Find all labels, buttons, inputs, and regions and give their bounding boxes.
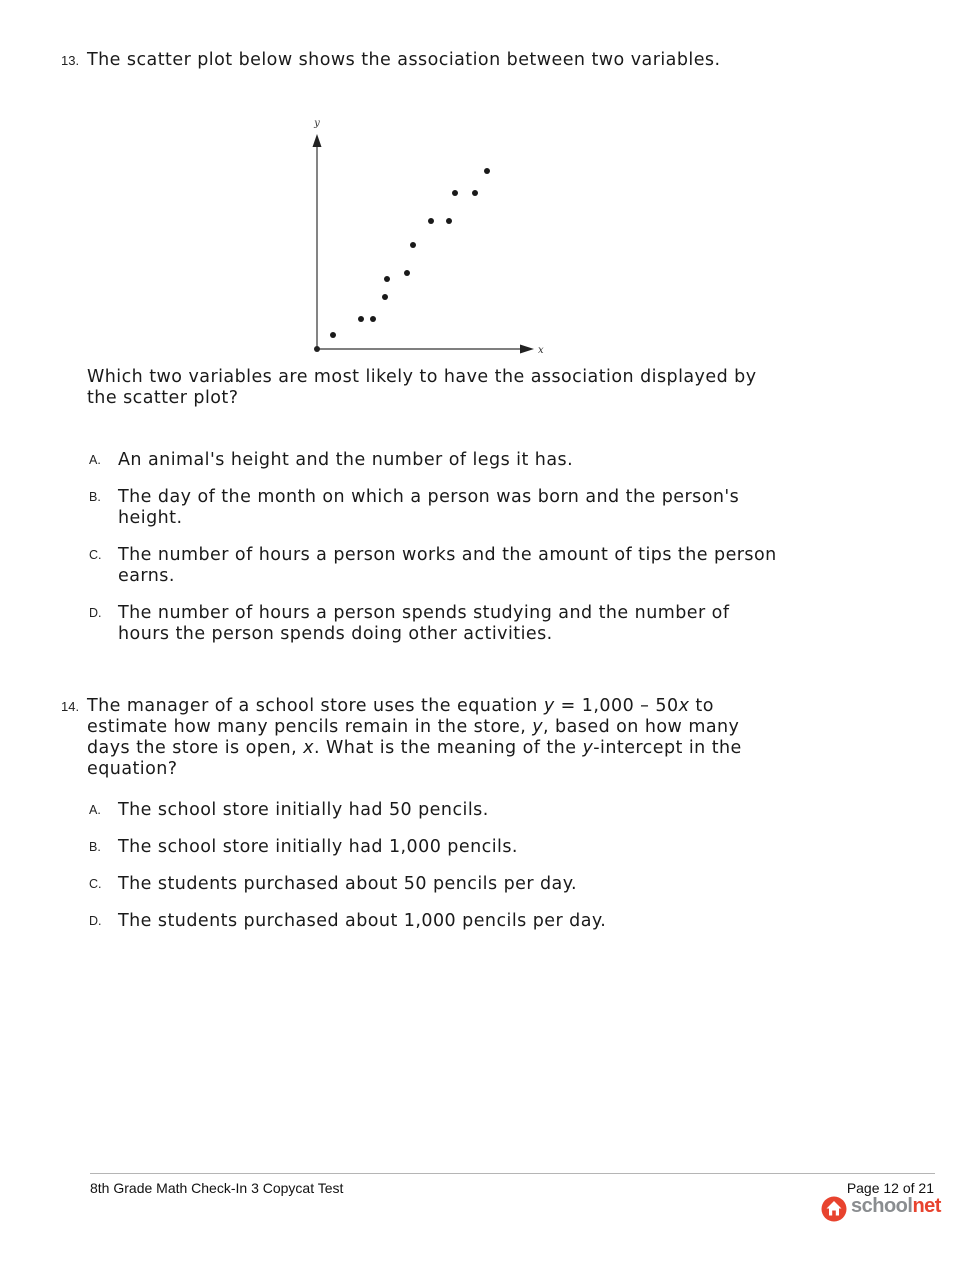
scatter-point-12 xyxy=(484,168,490,174)
q13-option-b[interactable]: The day of the month on which a person was born and the person's height. xyxy=(118,487,740,528)
origin-point xyxy=(314,346,320,352)
q14-option-c-letter: C. xyxy=(89,877,102,891)
scatter-point-4 xyxy=(382,294,388,300)
scatter-point-1 xyxy=(330,332,336,338)
q13-option-b-letter: B. xyxy=(89,490,101,504)
q14-option-b[interactable]: The school store initially had 1,000 pencils. xyxy=(118,837,518,857)
q13-option-d[interactable]: The number of hours a person spends studying and the number of hours the person spends doing other activities. xyxy=(118,603,730,644)
question-13-prompt: Which two variables are most likely to have the association displayed by the scatter plot? xyxy=(87,367,757,408)
question-14-number: 14. xyxy=(61,699,80,714)
scatter-point-9 xyxy=(446,218,452,224)
q13-option-c-letter: C. xyxy=(89,548,102,562)
question-13-stem: The scatter plot below shows the association between two variables. xyxy=(87,50,721,70)
q14-option-a[interactable]: The school store initially had 50 pencils. xyxy=(118,800,489,820)
scatter-point-6 xyxy=(404,270,410,276)
scatter-points xyxy=(330,168,490,338)
q13-option-a-letter: A. xyxy=(89,453,101,467)
scatter-point-2 xyxy=(358,316,364,322)
logo-text-net: net xyxy=(912,1195,941,1217)
question-13-number: 13. xyxy=(61,53,80,68)
scatter-plot xyxy=(300,112,550,362)
scatter-point-8 xyxy=(428,218,434,224)
logo-text-school: school xyxy=(851,1195,913,1217)
scatter-point-7 xyxy=(410,242,416,248)
q13-option-d-letter: D. xyxy=(89,606,102,620)
schoolnet-logo xyxy=(821,1195,941,1223)
q14-option-c[interactable]: The students purchased about 50 pencils per day. xyxy=(118,874,578,894)
schoolnet-house-icon xyxy=(821,1196,847,1222)
q14-option-b-letter: B. xyxy=(89,840,101,854)
q14-option-d[interactable]: The students purchased about 1,000 pencils per day. xyxy=(118,911,607,931)
x-axis-label: x xyxy=(538,345,544,356)
q13-option-a[interactable]: An animal's height and the number of legs it has. xyxy=(118,450,574,470)
footer-test-title: 8th Grade Math Check-In 3 Copycat Test xyxy=(90,1180,344,1196)
scatter-point-5 xyxy=(384,276,390,282)
q14-option-a-letter: A. xyxy=(89,803,101,817)
footer-page-number: Page 12 of 21 xyxy=(846,1180,934,1196)
scatter-point-10 xyxy=(452,190,458,196)
question-14-stem: The manager of a school store uses the equation y = 1,000 – 50x to estimate how many pencils remain in the store, y, based on how many days the store is open, x. What is the meaning of the y-intercept in the equation? xyxy=(87,696,742,779)
y-axis-arrow-icon xyxy=(313,134,322,147)
scatter-point-3 xyxy=(370,316,376,322)
x-axis-arrow-icon xyxy=(520,345,534,354)
y-axis-label: y xyxy=(314,118,320,129)
footer-divider xyxy=(90,1173,935,1174)
q14-option-d-letter: D. xyxy=(89,914,102,928)
scatter-point-11 xyxy=(472,190,478,196)
q13-option-c[interactable]: The number of hours a person works and the amount of tips the person earns. xyxy=(118,545,777,586)
